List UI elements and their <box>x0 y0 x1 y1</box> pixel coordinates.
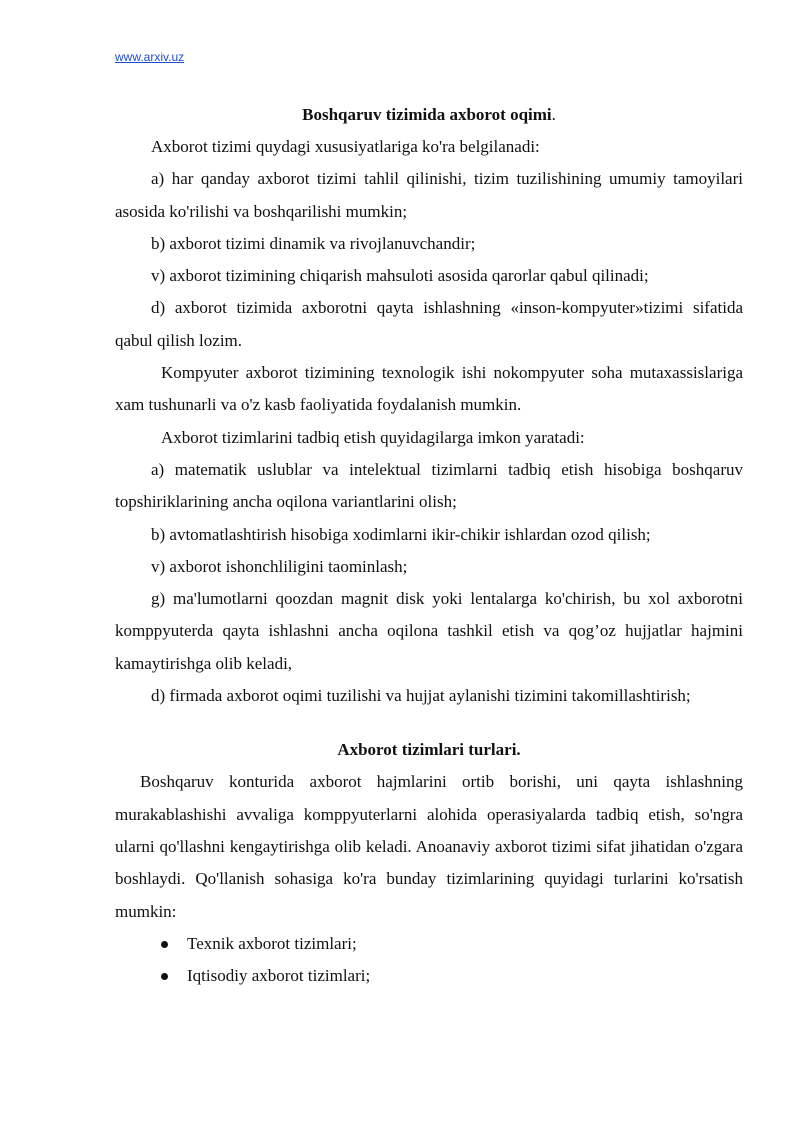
section-title <box>115 99 743 131</box>
paragraph: b) axborot tizimi dinamik va rivojlanuvchandir; <box>151 233 476 253</box>
bullet-icon <box>161 973 168 980</box>
paragraph: v) axborot tizimining chiqarish mahsuloti asosida qarorlar qabul qilinadi; <box>151 266 649 286</box>
list-item-text: Texnik axborot tizimlari; <box>187 933 357 953</box>
document-body <box>115 99 743 992</box>
section-title-text: Boshqaruv tizimida axborot oqimi <box>302 105 552 124</box>
bullet-icon <box>161 941 168 948</box>
paragraph: a) har qanday axborot tizimi tahlil qilinishi, tizim tuzilishining umumiy tamoyilari asosida ko'rilishi va boshqarilishi mumkin; <box>115 169 743 221</box>
paragraph: Axborot tizimlarini tadbiq etish quyidagilarga imkon yaratadi: <box>161 427 585 447</box>
paragraph: Boshqaruv konturida axborot hajmlarini ortib borishi, uni qayta ishlashning murakablashishi avvaliga komppyuterlarni alohida operasiyalarda tadbiq etish, so'ngra ularni qo'llashni kengaytirishga olib keladi. Anoanaviy axborot tizimi sifat jihatidan o'zgara boshlaydi. Qo'llanish sohasiga ko'ra bunday tizimlarining quyidagi turlarini ko'rsatish mumkin: <box>115 772 743 921</box>
paragraph: d) axborot tizimida axborotni qayta ishlashning «inson-kompyuter»tizimi sifatida qabul qilish lozim. <box>115 298 743 350</box>
list-item <box>161 928 743 960</box>
section-title-suffix: . <box>551 105 556 124</box>
paragraph: v) axborot ishonchliligini taominlash; <box>151 556 408 576</box>
paragraph: Axborot tizimi quydagi xususiyatlariga ko'ra belgilanadi: <box>151 137 540 156</box>
list-item-text: Iqtisodiy axborot tizimlari; <box>187 966 371 986</box>
paragraph: b) avtomatlashtirish hisobiga xodimlarni ikir-chikir ishlardan ozod qilish; <box>151 524 651 544</box>
paragraph: a) matematik uslublar va intelektual tizimlarni tadbiq etish hisobiga boshqaruv topshiriklarining ancha oqilona variantlarini olish; <box>115 459 743 512</box>
list-item <box>161 960 743 992</box>
site-link[interactable]: www.arxiv.uz <box>115 50 185 64</box>
paragraph: g) ma'lumotlarni qoozdan magnit disk yoki lentalarga ko'chirish, bu xol axborotni komppyuterda qayta ishlashni ancha oqilona tashkil etish va qog’oz hujjatlar hajmini kamaytirishga olib keladi, <box>115 589 743 673</box>
paragraph: Kompyuter axborot tizimining texnologik ishi nokompyuter soha mutaxassislariga xam tushunarli va o'z kasb faoliyatida foydalanish mumkin. <box>115 363 743 415</box>
section-spacer <box>115 712 743 734</box>
bullet-list <box>115 928 743 993</box>
paragraph: d) firmada axborot oqimi tuzilishi va hujjat aylanishi tizimini takomillashtirish; <box>151 686 691 706</box>
section-title: Axborot tizimlari turlari. <box>337 740 521 760</box>
